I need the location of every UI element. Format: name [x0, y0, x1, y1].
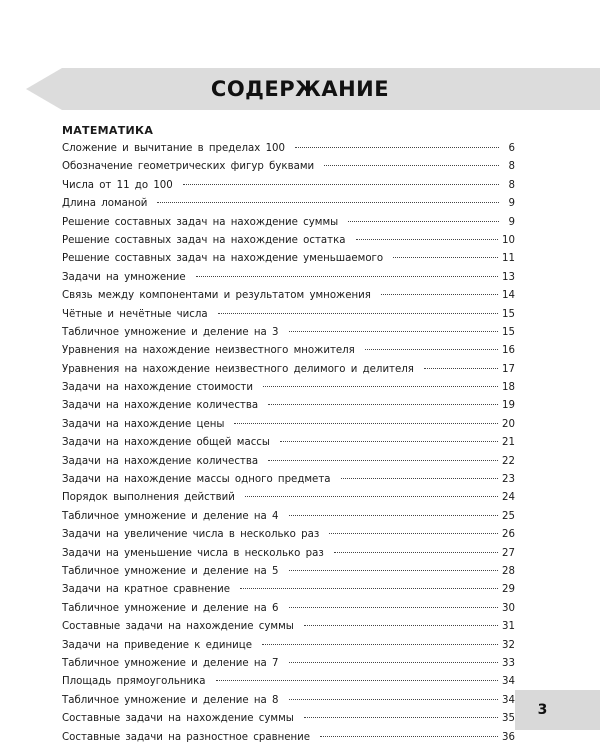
toc-entry-page: 15	[502, 308, 515, 320]
toc-entry-title: Задачи на кратное сравнение	[62, 584, 231, 596]
toc-entry	[62, 232, 515, 250]
toc-entry-title: Задачи на уменьшение числа в несколько раз	[62, 547, 324, 559]
toc-entry-page: 22	[502, 455, 515, 467]
toc-entry-title: Задачи на нахождение цены	[62, 418, 225, 430]
page-number: 3	[537, 702, 548, 718]
toc-entry-page: 27	[502, 547, 515, 559]
toc-leader-dots	[262, 644, 498, 645]
toc-entry	[62, 379, 515, 397]
toc-leader-dots	[289, 331, 499, 332]
toc-entry	[62, 471, 515, 489]
toc-entry-title: Площадь прямоугольника	[62, 676, 206, 688]
toc-entry-page: 34	[502, 694, 515, 706]
toc-entry-title: Сложение и вычитание в пределах 100	[62, 143, 286, 154]
page-title: СОДЕРЖАНИЕ	[210, 77, 390, 101]
toc-entry-title: Обозначение геометрических фигур буквами	[62, 161, 315, 173]
toc-entry	[62, 729, 515, 747]
toc-entry	[62, 195, 515, 213]
section-title: МАТЕМАТИКА	[62, 124, 154, 137]
toc-leader-dots	[245, 496, 498, 497]
toc-entry-title: Задачи на приведение к единице	[62, 639, 253, 651]
toc-leader-dots	[393, 257, 498, 258]
toc-entry-title: Чётные и нечётные числа	[62, 308, 208, 320]
toc-entry-title: Табличное умножение и деление на 7	[62, 657, 279, 669]
toc-entry-page: 19	[502, 400, 515, 412]
toc-entry-page: 15	[502, 326, 515, 338]
toc-leader-dots	[324, 165, 499, 166]
toc-entry-title: Уравнения на нахождение неизвестного делимого и делителя	[62, 363, 414, 375]
toc-leader-dots	[334, 552, 498, 553]
toc-entry	[62, 692, 515, 710]
toc-entry-title: Задачи на нахождение количества	[62, 400, 259, 412]
toc-entry-title: Задачи на нахождение массы одного предмета	[62, 474, 331, 486]
toc-leader-dots	[263, 386, 498, 387]
toc-leader-dots	[183, 184, 499, 185]
toc-leader-dots	[348, 221, 499, 222]
toc-entry	[62, 508, 515, 526]
toc-entry-title: Задачи на нахождение стоимости	[62, 382, 253, 394]
toc-entry	[62, 453, 515, 471]
toc-leader-dots	[280, 441, 498, 442]
toc-entry-title: Составные задачи на нахождение суммы	[62, 713, 294, 725]
toc-leader-dots	[289, 515, 499, 516]
toc-entry-page: 10	[502, 234, 515, 246]
toc-entry-title: Составные задачи на разностное сравнение	[62, 731, 311, 743]
toc-entry	[62, 563, 515, 581]
toc-entry-page: 11	[502, 253, 515, 265]
toc-entry-page: 34	[502, 676, 515, 688]
toc-entry	[62, 214, 515, 232]
toc-entry-page: 16	[502, 345, 515, 357]
toc-leader-dots	[218, 313, 498, 314]
toc-entry-title: Решение составных задач на нахождение уменьшаемого	[62, 253, 384, 265]
toc-entry	[62, 434, 515, 452]
toc-entry-title: Табличное умножение и деление на 4	[62, 510, 279, 522]
toc-leader-dots	[365, 349, 498, 350]
toc-entry	[62, 342, 515, 360]
toc-leader-dots	[341, 478, 499, 479]
toc-entry	[62, 140, 515, 158]
toc-leader-dots	[216, 680, 499, 681]
toc-entry-page: 24	[502, 492, 515, 504]
toc-leader-dots	[289, 662, 499, 663]
toc-entry-page: 35	[502, 713, 515, 725]
toc-entry	[62, 269, 515, 287]
toc-entry	[62, 397, 515, 415]
toc-entry-title: Табличное умножение и деление на 5	[62, 565, 279, 577]
toc-entry-title: Решение составных задач на нахождение остатка	[62, 234, 346, 246]
toc-entry-page: 28	[502, 565, 515, 577]
toc-entry-title: Решение составных задач на нахождение суммы	[62, 216, 339, 228]
toc-entry-page: 8	[508, 161, 515, 173]
toc-entry	[62, 250, 515, 268]
toc-leader-dots	[424, 368, 498, 369]
toc-entry-title: Задачи на нахождение количества	[62, 455, 259, 467]
table-of-contents	[62, 140, 515, 747]
toc-entry	[62, 489, 515, 507]
toc-entry-title: Числа от 11 до 100	[62, 179, 173, 191]
toc-entry-page: 33	[502, 657, 515, 669]
toc-leader-dots	[289, 570, 499, 571]
toc-leader-dots	[304, 625, 498, 626]
toc-leader-dots	[329, 533, 498, 534]
toc-entry-title: Задачи на умножение	[62, 271, 186, 283]
toc-leader-dots	[196, 276, 498, 277]
toc-entry	[62, 673, 515, 691]
toc-entry-page: 8	[508, 179, 515, 191]
toc-entry-page: 21	[502, 437, 515, 449]
toc-entry	[62, 581, 515, 599]
toc-leader-dots	[295, 147, 499, 148]
toc-entry	[62, 158, 515, 176]
toc-entry-page: 30	[502, 602, 515, 614]
toc-entry-page: 9	[508, 198, 515, 210]
toc-leader-dots	[320, 736, 498, 737]
toc-entry-page: 36	[502, 731, 515, 743]
toc-entry	[62, 324, 515, 342]
toc-entry-page: 13	[502, 271, 515, 283]
toc-entry-title: Порядок выполнения действий	[62, 492, 235, 504]
toc-entry-title: Задачи на нахождение общей массы	[62, 437, 270, 449]
toc-entry	[62, 416, 515, 434]
toc-entry	[62, 177, 515, 195]
toc-entry-title: Длина ломаной	[62, 198, 148, 210]
toc-entry	[62, 287, 515, 305]
toc-entry-page: 26	[502, 529, 515, 541]
toc-entry	[62, 710, 515, 728]
toc-leader-dots	[381, 294, 498, 295]
toc-leader-dots	[240, 588, 498, 589]
toc-entry-title: Табличное умножение и деление на 3	[62, 326, 279, 338]
toc-leader-dots	[289, 607, 499, 608]
toc-entry-page: 23	[502, 474, 515, 486]
toc-entry-title: Составные задачи на нахождение суммы	[62, 621, 294, 633]
toc-entry-page: 25	[502, 510, 515, 522]
toc-entry	[62, 526, 515, 544]
toc-entry-page: 6	[508, 143, 515, 154]
toc-entry-page: 17	[502, 363, 515, 375]
toc-entry-title: Уравнения на нахождение неизвестного множителя	[62, 345, 355, 357]
toc-entry	[62, 545, 515, 563]
toc-entry	[62, 306, 515, 324]
toc-entry-title: Табличное умножение и деление на 8	[62, 694, 279, 706]
toc-entry-page: 9	[508, 216, 515, 228]
toc-leader-dots	[268, 404, 498, 405]
toc-entry	[62, 600, 515, 618]
toc-leader-dots	[304, 717, 498, 718]
toc-entry	[62, 655, 515, 673]
toc-entry-page: 29	[502, 584, 515, 596]
toc-entry	[62, 361, 515, 379]
toc-entry-page: 20	[502, 418, 515, 430]
toc-entry-page: 18	[502, 382, 515, 394]
toc-entry-title: Связь между компонентами и результатом умножения	[62, 290, 371, 302]
toc-leader-dots	[356, 239, 499, 240]
toc-leader-dots	[157, 202, 499, 203]
toc-leader-dots	[289, 699, 499, 700]
toc-entry	[62, 637, 515, 655]
toc-entry-page: 31	[502, 621, 515, 633]
toc-entry	[62, 618, 515, 636]
toc-entry-page: 14	[502, 290, 515, 302]
toc-entry-title: Табличное умножение и деление на 6	[62, 602, 279, 614]
toc-entry-page: 32	[502, 639, 515, 651]
toc-leader-dots	[234, 423, 498, 424]
toc-leader-dots	[268, 460, 498, 461]
title-banner-arrow	[26, 68, 62, 110]
toc-entry-title: Задачи на увеличение числа в несколько раз	[62, 529, 320, 541]
